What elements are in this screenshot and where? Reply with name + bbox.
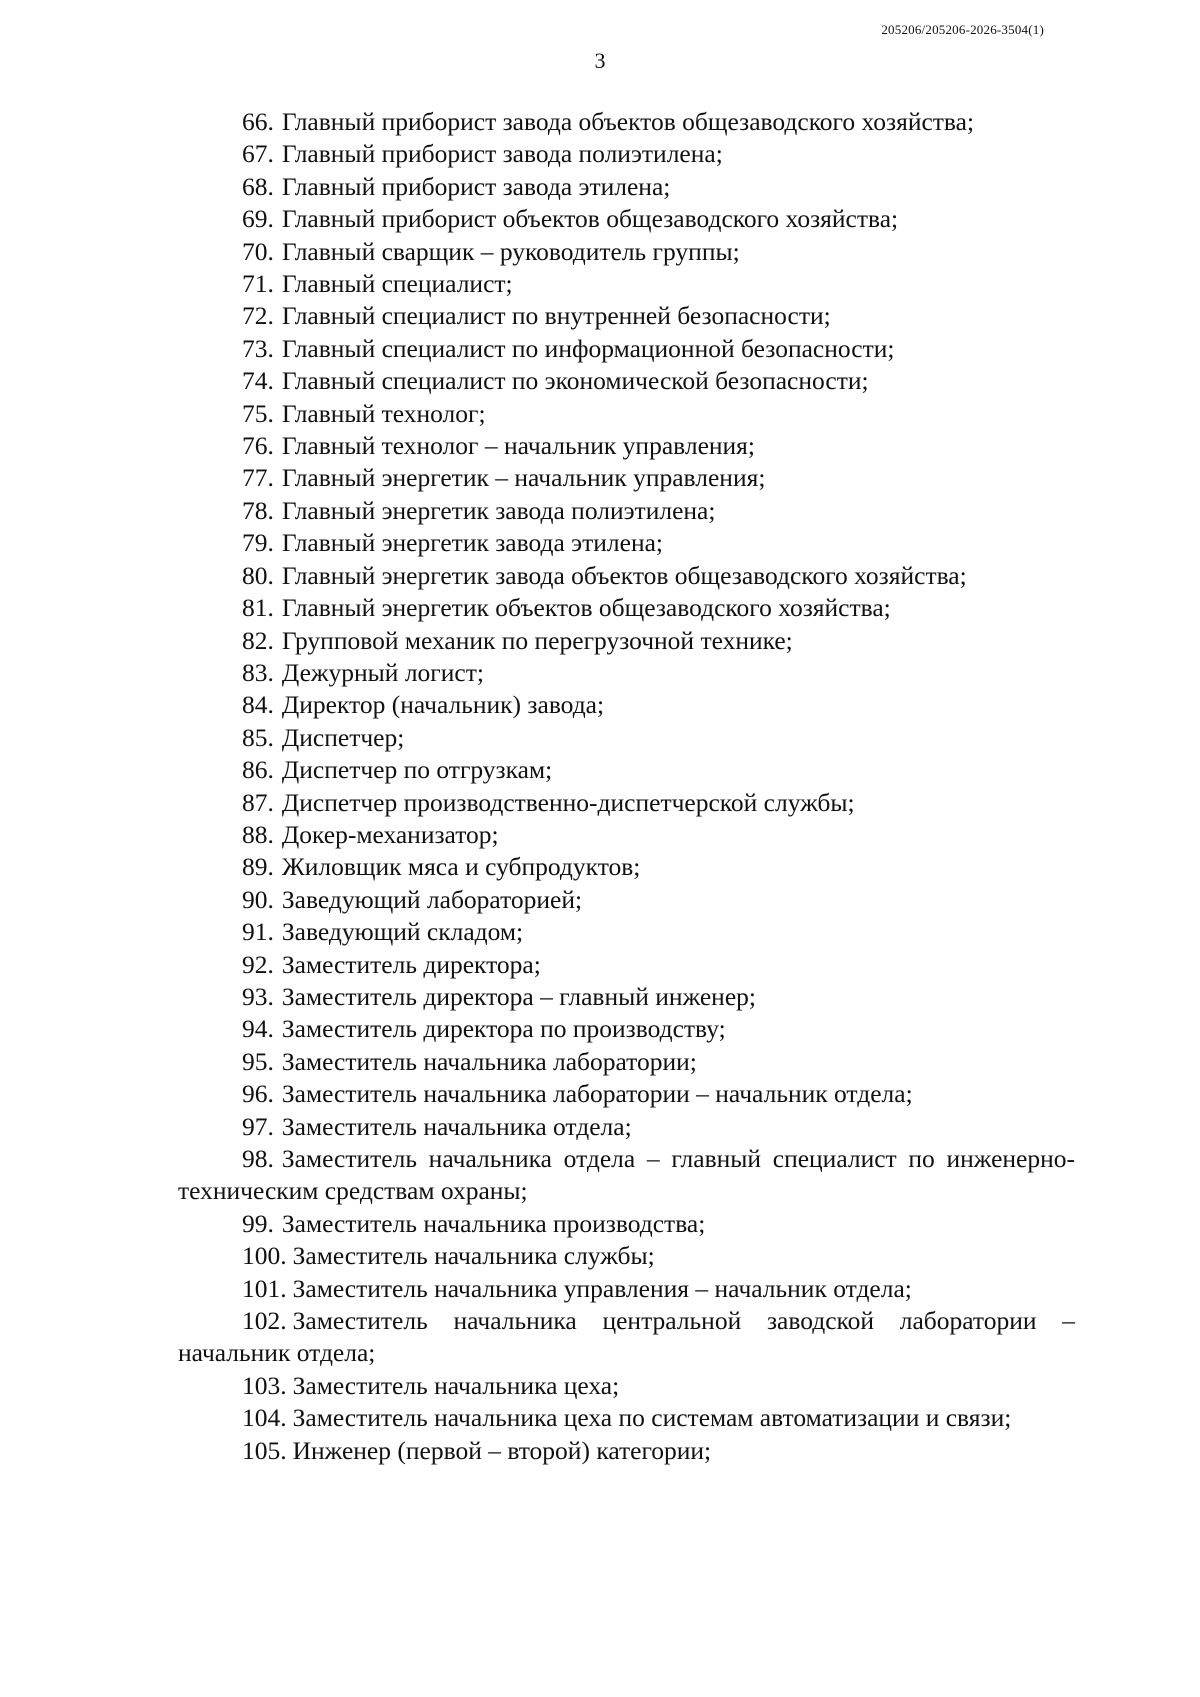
list-item bbox=[178, 592, 1075, 624]
list-item bbox=[178, 560, 1075, 592]
page-number: 3 bbox=[594, 48, 606, 73]
item-text: Главный энергетик завода этилена; bbox=[281, 528, 664, 558]
item-text: Заведующий складом; bbox=[281, 917, 524, 947]
item-text: Заместитель директора – главный инженер; bbox=[281, 981, 756, 1011]
item-text: Диспетчер производственно-диспетчерской службы; bbox=[281, 787, 855, 817]
item-text: Главный технолог – начальник управления; bbox=[281, 431, 755, 461]
item-text: Докер-механизатор; bbox=[281, 819, 499, 849]
list-item bbox=[178, 819, 1075, 851]
item-number: 87. bbox=[242, 787, 274, 817]
item-number: 72. bbox=[242, 301, 274, 331]
item-text: Главный специалист по внутренней безопасности; bbox=[281, 301, 831, 331]
item-number: 68. bbox=[242, 171, 274, 201]
list-item bbox=[178, 527, 1075, 559]
item-number: 100. bbox=[242, 1241, 287, 1271]
item-number: 99. bbox=[242, 1208, 274, 1238]
item-text: Главный энергетик завода объектов общезаводского хозяйства; bbox=[281, 560, 967, 590]
item-number: 92. bbox=[242, 949, 274, 979]
item-text: Заместитель начальника производства; bbox=[281, 1208, 706, 1238]
position-list bbox=[178, 106, 1075, 1467]
item-text: Диспетчер по отгрузкам; bbox=[281, 755, 553, 785]
item-number: 91. bbox=[242, 917, 274, 947]
list-item bbox=[178, 1370, 1075, 1402]
list-item bbox=[178, 1273, 1075, 1305]
item-text: Директор (начальник) завода; bbox=[281, 690, 605, 720]
list-item bbox=[178, 300, 1075, 332]
item-text: Жиловщик мяса и субпродуктов; bbox=[281, 852, 641, 882]
item-text: Заведующий лабораторией; bbox=[281, 884, 583, 914]
item-number: 97. bbox=[242, 1111, 274, 1141]
list-item bbox=[178, 722, 1075, 754]
list-item bbox=[178, 1435, 1075, 1467]
item-text: Заместитель начальника цеха по системам автоматизации и связи; bbox=[292, 1403, 1012, 1433]
item-text: Главный энергетик завода полиэтилена; bbox=[281, 495, 716, 525]
item-number: 78. bbox=[242, 495, 274, 525]
item-text: Заместитель начальника отдела; bbox=[281, 1111, 632, 1141]
item-text: Заместитель начальника цеха; bbox=[292, 1370, 620, 1400]
list-item bbox=[178, 1046, 1075, 1078]
item-text: Дежурный логист; bbox=[281, 657, 484, 687]
list-item bbox=[178, 268, 1075, 300]
list-item bbox=[178, 236, 1075, 268]
item-number: 76. bbox=[242, 431, 274, 461]
item-text: Заместитель начальника центральной заводской лаборатории – начальник отдела; bbox=[178, 1306, 1075, 1368]
item-text: Главный приборист завода объектов общезаводского хозяйства; bbox=[281, 107, 975, 136]
item-number: 82. bbox=[242, 625, 274, 655]
item-number: 77. bbox=[242, 463, 274, 493]
item-number: 90. bbox=[242, 884, 274, 914]
item-number: 94. bbox=[242, 1014, 274, 1044]
item-number: 66. bbox=[242, 107, 274, 136]
document-id: 205206/205206-2026-3504(1) bbox=[881, 22, 1044, 37]
item-number: 104. bbox=[242, 1403, 287, 1433]
list-item bbox=[178, 916, 1075, 948]
item-text: Главный приборист объектов общезаводского хозяйства; bbox=[281, 204, 899, 234]
list-item bbox=[178, 495, 1075, 527]
item-text: Главный приборист завода полиэтилена; bbox=[281, 139, 723, 169]
item-text: Главный сварщик – руководитель группы; bbox=[281, 236, 740, 266]
list-item bbox=[178, 949, 1075, 981]
item-text: Главный энергетик – начальник управления; bbox=[281, 463, 766, 493]
item-number: 102. bbox=[242, 1306, 287, 1336]
item-number: 89. bbox=[242, 852, 274, 882]
list-item bbox=[178, 106, 1075, 138]
list-item bbox=[178, 1143, 1075, 1208]
list-item bbox=[178, 1013, 1075, 1045]
item-text: Главный технолог; bbox=[281, 398, 486, 428]
item-number: 70. bbox=[242, 236, 274, 266]
item-text: Диспетчер; bbox=[281, 722, 405, 752]
item-number: 98. bbox=[242, 1144, 274, 1173]
list-item bbox=[178, 138, 1075, 170]
item-number: 101. bbox=[242, 1273, 287, 1303]
item-text: Заместитель начальника отдела – главный специалист по инженерно-техническим средствам охраны; bbox=[178, 1144, 1075, 1206]
item-text: Главный специалист; bbox=[281, 269, 513, 299]
item-text: Заместитель начальника службы; bbox=[292, 1241, 655, 1271]
item-text: Групповой механик по перегрузочной технике; bbox=[281, 625, 793, 655]
list-item bbox=[178, 884, 1075, 916]
item-number: 103. bbox=[242, 1370, 287, 1400]
list-item bbox=[178, 1402, 1075, 1434]
list-item bbox=[178, 1078, 1075, 1110]
item-text: Главный специалист по информационной безопасности; bbox=[281, 333, 895, 363]
item-number: 88. bbox=[242, 819, 274, 849]
list-item bbox=[178, 689, 1075, 721]
item-number: 81. bbox=[242, 593, 274, 623]
item-text: Заместитель начальника управления – начальник отдела; bbox=[292, 1273, 912, 1303]
item-text: Инженер (первой – второй) категории; bbox=[292, 1435, 712, 1465]
item-number: 105. bbox=[242, 1435, 287, 1465]
item-number: 80. bbox=[242, 560, 274, 590]
list-item bbox=[178, 365, 1075, 397]
list-item bbox=[178, 1111, 1075, 1143]
list-item bbox=[178, 398, 1075, 430]
list-item bbox=[178, 333, 1075, 365]
item-text: Заместитель директора по производству; bbox=[281, 1014, 726, 1044]
list-item bbox=[178, 1240, 1075, 1272]
list-item bbox=[178, 754, 1075, 786]
list-item bbox=[178, 1305, 1075, 1370]
list-item bbox=[178, 657, 1075, 689]
list-item bbox=[178, 430, 1075, 462]
item-number: 69. bbox=[242, 204, 274, 234]
list-item bbox=[178, 1208, 1075, 1240]
item-number: 96. bbox=[242, 1079, 274, 1109]
list-item bbox=[178, 203, 1075, 235]
item-number: 85. bbox=[242, 722, 274, 752]
item-text: Главный приборист завода этилена; bbox=[281, 171, 671, 201]
item-number: 84. bbox=[242, 690, 274, 720]
item-number: 83. bbox=[242, 657, 274, 687]
item-number: 79. bbox=[242, 528, 274, 558]
item-number: 75. bbox=[242, 398, 274, 428]
item-text: Главный специалист по экономической безопасности; bbox=[281, 366, 869, 396]
item-number: 93. bbox=[242, 981, 274, 1011]
list-item bbox=[178, 851, 1075, 883]
list-item bbox=[178, 625, 1075, 657]
list-item bbox=[178, 462, 1075, 494]
item-number: 73. bbox=[242, 333, 274, 363]
list-item bbox=[178, 787, 1075, 819]
item-number: 95. bbox=[242, 1046, 274, 1076]
list-item bbox=[178, 171, 1075, 203]
item-number: 71. bbox=[242, 269, 274, 299]
list-item bbox=[178, 981, 1075, 1013]
item-number: 74. bbox=[242, 366, 274, 396]
item-text: Главный энергетик объектов общезаводского хозяйства; bbox=[281, 593, 891, 623]
item-text: Заместитель директора; bbox=[281, 949, 541, 979]
item-number: 86. bbox=[242, 755, 274, 785]
item-number: 67. bbox=[242, 139, 274, 169]
item-text: Заместитель начальника лаборатории; bbox=[281, 1046, 697, 1076]
item-text: Заместитель начальника лаборатории – начальник отдела; bbox=[281, 1079, 913, 1109]
